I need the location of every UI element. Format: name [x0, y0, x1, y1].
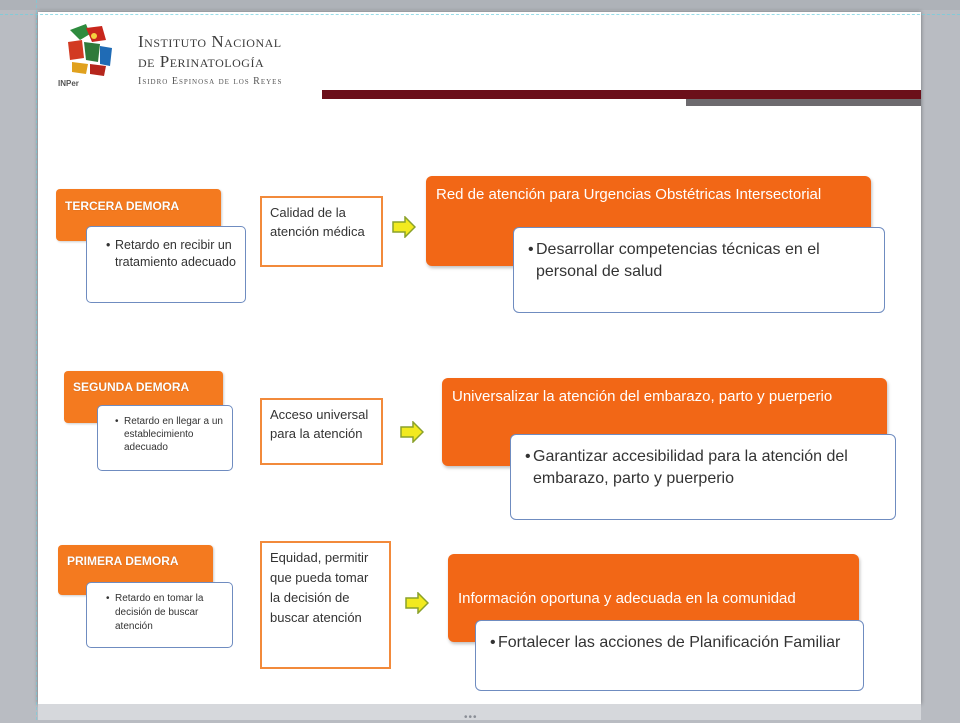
organization-name [138, 32, 282, 87]
bullet-icon: • [525, 448, 531, 465]
delay-box-first[interactable] [86, 582, 233, 648]
header-accent-bar-gray [686, 99, 921, 106]
action-box-third[interactable] [513, 227, 885, 313]
delay-box-second[interactable] [97, 405, 233, 471]
org-name-line3: Isidro Espinosa de los Reyes [138, 76, 283, 87]
arrow-right-icon-first [405, 592, 429, 614]
concept-box-second[interactable]: Acceso universal para la atención [260, 398, 383, 465]
guide-line-horizontal [0, 14, 960, 15]
bottom-scroll-strip [38, 704, 921, 720]
org-name-line1: Instituto Nacional [138, 32, 282, 51]
org-name-line2: de Perinatología [138, 52, 265, 71]
inper-logo [56, 18, 126, 90]
action-text-first: Fortalecer las acciones de Planificación Familiar [498, 634, 841, 651]
header-accent-bar [322, 90, 921, 99]
more-indicator: ••• [464, 712, 478, 723]
concept-box-third[interactable]: Calidad de la atención médica [260, 196, 383, 267]
arrow-right-icon-second [400, 421, 424, 443]
delay-item-first: • Retardo en tomar la decisión de buscar atención [115, 592, 226, 634]
strategy-text-first: Información oportuna y adecuada en la comunidad [458, 589, 796, 607]
window-frame [0, 0, 960, 10]
delay-label-first[interactable]: PRIMERA DEMORA [58, 545, 213, 595]
delay-item-second: • Retardo en llegar a un establecimiento adecuado [124, 415, 226, 454]
bullet-icon: • [490, 634, 496, 651]
action-text-third: Desarrollar competencias técnicas en el personal de salud [536, 241, 820, 280]
arrow-right-icon-third [392, 216, 416, 238]
concept-box-first[interactable]: Equidad, permitir que pueda tomar la decisión de buscar atención [260, 541, 391, 669]
delay-box-third[interactable] [86, 226, 246, 303]
delay-label-third[interactable]: TERCERA DEMORA [56, 189, 221, 241]
action-box-second[interactable] [510, 434, 896, 520]
delay-label-second[interactable]: SEGUNDA DEMORA [64, 371, 223, 423]
delay-item-third: • Retardo en recibir un tratamiento adecuado [115, 237, 237, 271]
action-text-second: Garantizar accesibilidad para la atención del embarazo, parto y puerperio [533, 448, 848, 487]
strategy-bar-second[interactable]: Universalizar la atención del embarazo, parto y puerperio [442, 378, 887, 466]
bullet-icon: • [528, 241, 534, 258]
action-box-first[interactable] [475, 620, 864, 691]
logo-text: INPer [58, 79, 79, 88]
guide-line-vertical [36, 0, 37, 720]
strategy-bar-third[interactable]: Red de atención para Urgencias Obstétricas Intersectorial [426, 176, 871, 266]
